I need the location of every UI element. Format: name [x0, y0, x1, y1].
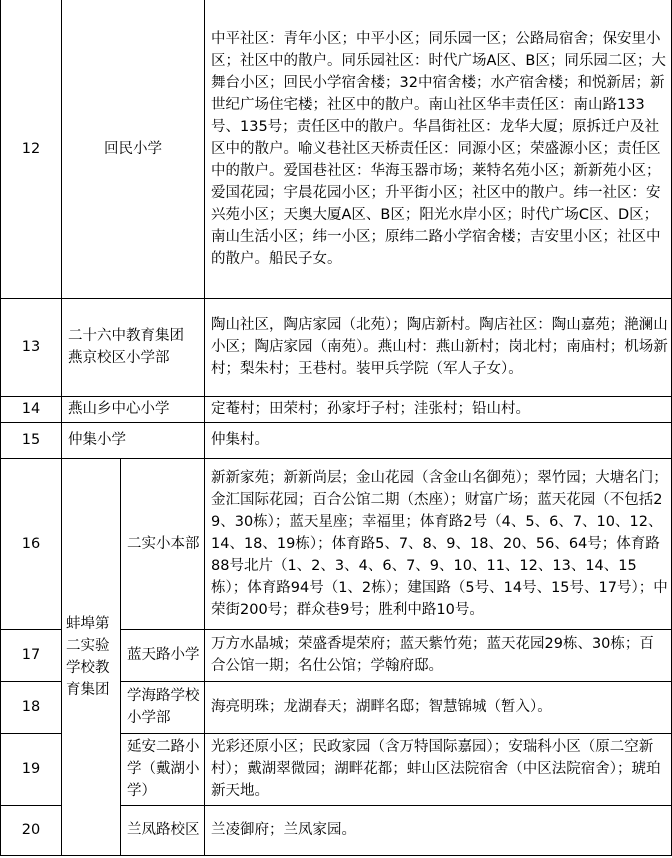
school-name: 仲集小学: [62, 422, 205, 458]
row-number: 15: [1, 422, 62, 458]
enrollment-area: 海亮明珠；龙湖春天；湖畔名邸；智慧锦城（暂入）。: [205, 681, 672, 733]
campus-name: 学海路学校小学部: [121, 681, 205, 733]
school-name: 燕山乡中心小学: [62, 396, 205, 422]
row-number: 20: [1, 805, 62, 855]
enrollment-area: 陶山社区，陶店家园（北苑）；陶店新村。陶店社区：陶山嘉苑；滟澜山小区；陶店家园（南苑）。燕山村：燕山新村；岗北村；南庙村；机场新村；梨朱村；王巷村。装甲兵学院（军人子女）。: [205, 298, 672, 396]
education-group-name: 蚌埠第二实验学校教育集团: [62, 458, 121, 855]
table-row: [1, 422, 672, 458]
row-number: 12: [1, 0, 62, 298]
table-row: [1, 396, 672, 422]
enrollment-area: 兰凌御府；兰凤家园。: [205, 805, 672, 855]
campus-name: 蓝天路小学: [121, 629, 205, 681]
school-name: 二十六中教育集团燕京校区小学部: [62, 298, 205, 396]
enrollment-area: 定菴村；田荣村；孙家圩子村；洼张村；铅山村。: [205, 396, 672, 422]
school-name: 回民小学: [62, 0, 205, 298]
enrollment-area: 中平社区：青年小区；中平小区；同乐园一区；公路局宿舍；保安里小区；社区中的散户。同乐园社区：时代广场A区、B区；同乐园二区；大舞台小区；回民小学宿舍楼；32中宿舍楼；水产宿舍楼；和悦新居；新世纪广场住宅楼；社区中的散户。南山社区华丰责任区：南山路133号、135号；责任区中的散户。华昌街社区：龙华大厦；原拆迁户及社区中的散户。喻义巷社区天桥责任区：同源小区；荣盛源小区；责任区中的散户。爱国巷社区：华海玉器市场；莱特名苑小区；新新苑小区；爱国花园；宇晨花园小区；升平街小区；社区中的散户。纬一社区：安兴苑小区；天奥大厦A区、B区；阳光水岸小区；时代广场C区、D区；南山生活小区；纬一小区；原纬二路小学宿舍楼；吉安里小区；社区中的散户。船民子女。: [205, 0, 672, 298]
campus-name: 兰凤路校区: [121, 805, 205, 855]
row-number: 18: [1, 681, 62, 733]
table-row: [1, 458, 672, 629]
table-row: [1, 0, 672, 298]
campus-name: 二实小本部: [121, 458, 205, 629]
table-row: [1, 298, 672, 396]
enrollment-area: 光彩还原小区；民政家园（含万特国际嘉园）；安瑞科小区（原二空新村）；戴湖翠微园；湖畔花都；蚌山区法院宿舍（中区法院宿舍）；琥珀新天地。: [205, 733, 672, 805]
row-number: 13: [1, 298, 62, 396]
row-number: 19: [1, 733, 62, 805]
row-number: 16: [1, 458, 62, 629]
enrollment-area: 仲集村。: [205, 422, 672, 458]
enrollment-area: 新新家苑；新新尚层；金山花园（含金山名御苑）；翠竹园；大塘名门；金汇国际花园；百合公馆二期（杰座）；财富广场；蓝天花园（不包括29、30栋）；蓝天星座；幸福里；体育路2号（4、5、6、7、10、12、14、18、19栋）；体育路5、7、8、9、18、20、56、64号；体育路88号北片（1、2、3、4、6、7、9、10、11、12、13、14、15栋）；体育路94号（1、2栋）；建国路（5号、14号、15号、17号）；中荣街200号；群众巷9号；胜利中路10号。: [205, 458, 672, 629]
row-number: 14: [1, 396, 62, 422]
campus-name: 延安二路小学（戴湖小学）: [121, 733, 205, 805]
enrollment-area: 万方水晶城；荣盛香堤荣府；蓝天紫竹苑；蓝天花园29栋、30栋；百合公馆一期；名仕公馆；学翰府邸。: [205, 629, 672, 681]
row-number: 17: [1, 629, 62, 681]
